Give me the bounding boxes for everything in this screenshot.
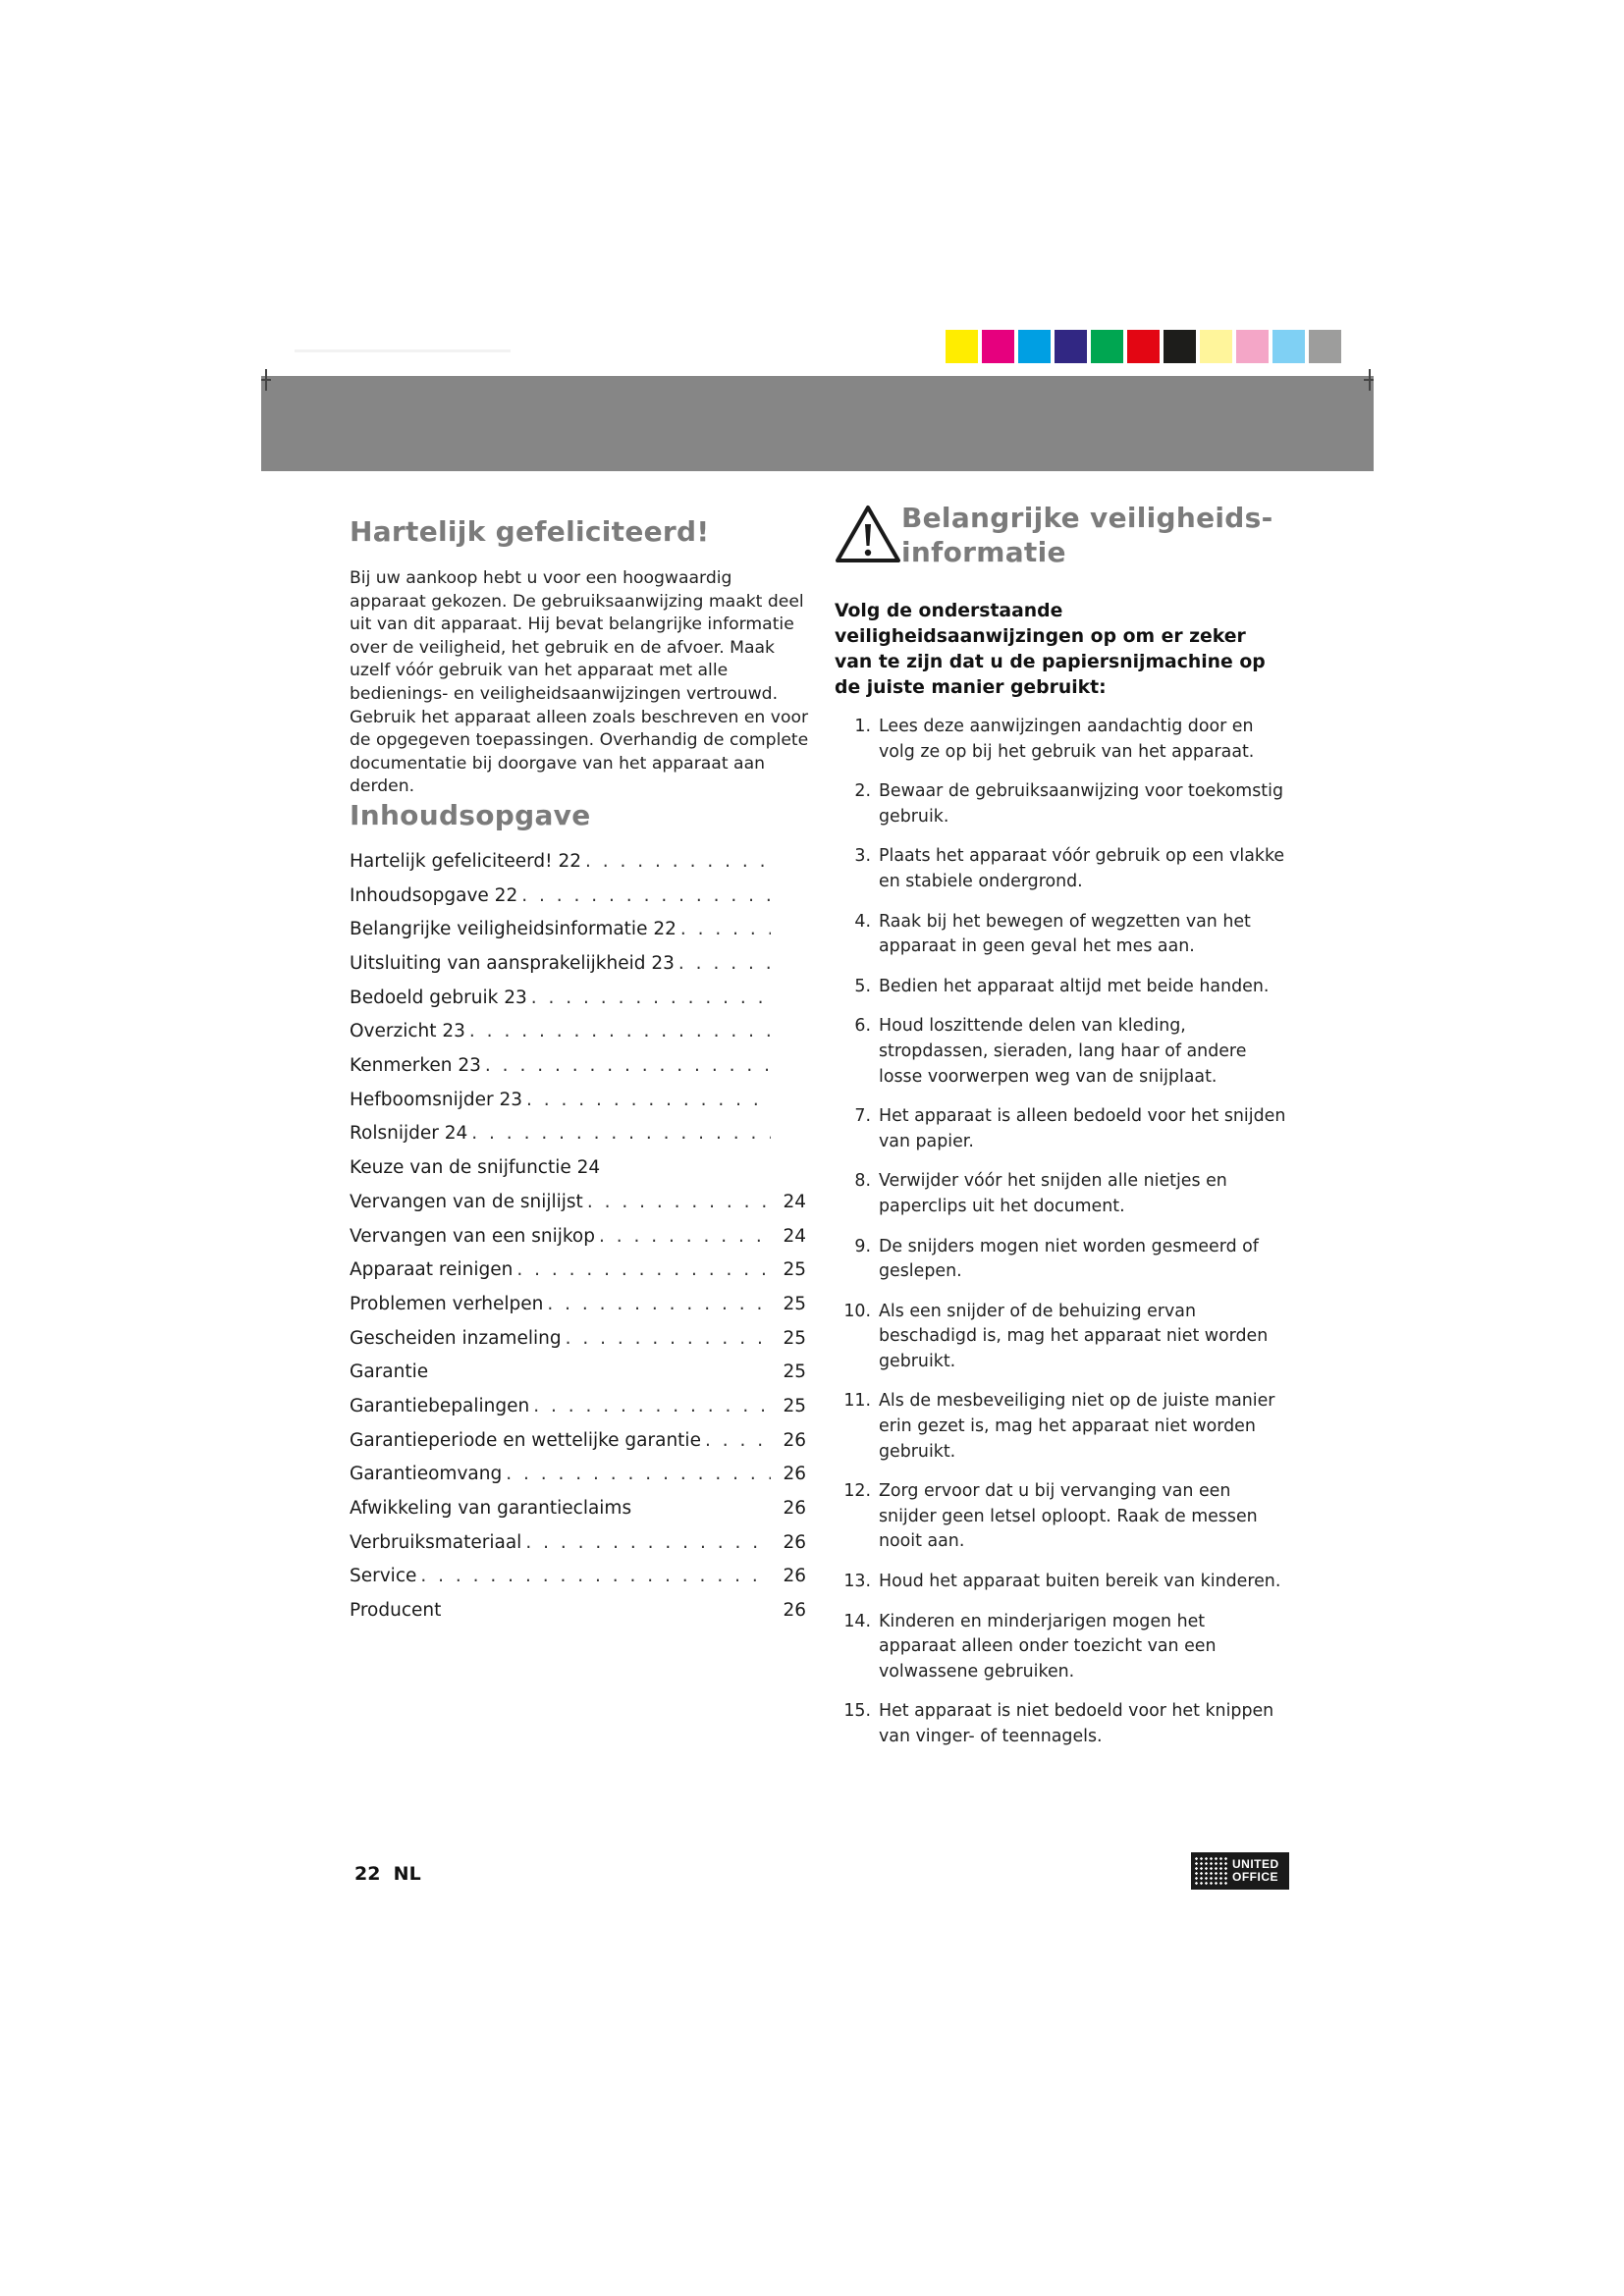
logo-dot-grid: [1194, 1856, 1227, 1886]
safety-rule: [835, 1014, 1286, 1090]
safety-rule: [835, 844, 1286, 894]
toc-entry-label: Overzicht 23: [350, 1021, 465, 1042]
color-swatch: [1127, 330, 1160, 363]
safety-rule-number: 15.: [843, 1701, 871, 1722]
safety-rule-number: 5.: [854, 976, 871, 996]
toc-entry-label: Keuze van de snijfunctie 24: [350, 1157, 601, 1179]
toc-entry-label: Rolsnijder 24: [350, 1123, 468, 1145]
toc-entry: [350, 1328, 806, 1362]
safety-heading-line2: informatie: [901, 536, 1066, 568]
toc-leader-dots: [525, 1532, 771, 1553]
safety-rule-text: Bedien het apparaat altijd met beide handen.: [879, 976, 1270, 996]
color-swatch: [1018, 330, 1051, 363]
logo-line-1: UNITED: [1232, 1857, 1279, 1871]
safety-rule-text: Raak bij het bewegen of wegzetten van het apparaat in geen geval het mes aan.: [879, 911, 1251, 957]
table-of-contents: [350, 851, 806, 1634]
toc-entry: [350, 1600, 806, 1634]
page-number: 22 NL: [354, 1863, 421, 1885]
registration-mark-right-h: [1364, 379, 1374, 381]
toc-entry-page: 25: [783, 1293, 806, 1314]
safety-rule-number: 9.: [854, 1236, 871, 1256]
safety-rule-number: 8.: [854, 1171, 871, 1192]
logo-text: [1232, 1858, 1279, 1884]
toc-leader-dots: [516, 1259, 771, 1280]
toc-leader-dots: [599, 1226, 771, 1247]
toc-entry-page: 24: [783, 1191, 806, 1212]
toc-leader-dots: [526, 1090, 771, 1110]
color-registration-bar: [946, 330, 1345, 363]
toc-leader-dots: [521, 885, 771, 906]
color-swatch: [1272, 330, 1305, 363]
safety-rule-text: Verwijder vóór het snijden alle nietjes en paperclips uit het document.: [879, 1171, 1227, 1216]
toc-entry-page: 26: [783, 1429, 806, 1451]
safety-rules-list: [835, 715, 1286, 1750]
toc-entry: [350, 1157, 806, 1192]
toc-entry: [350, 851, 806, 885]
toc-entry-label: Verbruiksmateriaal: [350, 1531, 522, 1553]
toc-entry-label: Hefboomsnijder 23: [350, 1089, 523, 1110]
safety-rule-text: Lees deze aanwijzingen aandachtig door en volg ze op bij het gebruik van het apparaat.: [879, 717, 1255, 762]
toc-entry-page: 25: [783, 1327, 806, 1349]
toc-leader-dots: [705, 1430, 771, 1451]
toc-entry-label: Inhoudsopgave 22: [350, 884, 518, 906]
toc-entry-page: 26: [783, 1464, 806, 1485]
toc-leader-dots: [485, 1055, 771, 1076]
toc-entry-label: Uitsluiting van aansprakelijkheid 23: [350, 953, 675, 974]
toc-entry-label: Garantiebepalingen: [350, 1395, 530, 1416]
safety-rule-text: Het apparaat is niet bedoeld voor het knippen van vinger- of teennagels.: [879, 1701, 1274, 1746]
safety-rule-number: 3.: [854, 846, 871, 867]
faint-line: [295, 349, 511, 352]
toc-entry: [350, 1396, 806, 1430]
right-column: [835, 501, 1286, 1765]
toc-entry-label: Kenmerken 23: [350, 1055, 481, 1077]
safety-rule-text: Houd het apparaat buiten bereik van kinderen.: [879, 1572, 1281, 1592]
safety-rule: [835, 1169, 1286, 1219]
toc-entry: [350, 1090, 806, 1124]
color-swatch: [1164, 330, 1196, 363]
safety-rule-text: Zorg ervoor dat u bij vervanging van een snijder geen letsel oploopt. Raak de messen nooit aan.: [879, 1481, 1258, 1552]
safety-rule: [835, 1389, 1286, 1465]
color-swatch: [1236, 330, 1269, 363]
safety-rule-number: 1.: [854, 717, 871, 736]
safety-rule: [835, 1104, 1286, 1154]
safety-rule-text: Als een snijder of de behuizing ervan beschadigd is, mag het apparaat niet worden gebruikt.: [879, 1301, 1269, 1371]
toc-entry: [350, 988, 806, 1022]
toc-leader-dots: [420, 1566, 771, 1586]
toc-entry: [350, 1226, 806, 1260]
safety-rule-number: 6.: [854, 1016, 871, 1037]
safety-rule-number: 11.: [843, 1391, 871, 1412]
toc-entry-label: Vervangen van de snijlijst: [350, 1191, 583, 1212]
toc-entry: [350, 1430, 806, 1465]
toc-entry: [350, 1259, 806, 1294]
safety-rule: [835, 715, 1286, 765]
toc-entry: [350, 1566, 806, 1600]
safety-rule: [835, 1300, 1286, 1375]
safety-rule-text: Bewaar de gebruiksaanwijzing voor toekomstig gebruik.: [879, 781, 1283, 827]
toc-entry-label: Gescheiden inzameling: [350, 1327, 562, 1349]
safety-rule-text: Plaats het apparaat vóór gebruik op een vlakke en stabiele ondergrond.: [879, 846, 1285, 891]
toc-entry-page: 25: [783, 1259, 806, 1281]
color-swatch: [946, 330, 978, 363]
header-band: [261, 376, 1374, 471]
left-column: [350, 515, 811, 1634]
toc-entry: [350, 1192, 806, 1226]
toc-entry-label: Afwikkeling van garantieclaims: [350, 1498, 632, 1519]
toc-entry-label: Garantieperiode en wettelijke garantie: [350, 1429, 701, 1451]
toc-entry-page: 25: [783, 1395, 806, 1416]
toc-leader-dots: [547, 1294, 771, 1314]
safety-rule-number: 10.: [843, 1301, 871, 1321]
color-swatch: [1091, 330, 1123, 363]
safety-rule: [835, 1479, 1286, 1555]
safety-rule-text: Het apparaat is alleen bedoeld voor het snijden van papier.: [879, 1106, 1286, 1151]
toc-entry: [350, 885, 806, 920]
toc-heading: Inhoudsopgave: [350, 798, 591, 831]
toc-leader-dots: [533, 1396, 771, 1416]
safety-rule: [835, 779, 1286, 829]
toc-entry: [350, 1021, 806, 1055]
toc-entry-label: Hartelijk gefeliciteerd! 22: [350, 850, 581, 872]
toc-entry-label: Bedoeld gebruik 23: [350, 987, 527, 1008]
safety-heading-line1: Belangrijke veiligheids-: [901, 502, 1273, 534]
toc-entry: [350, 1362, 806, 1396]
toc-entry-label: Apparaat reinigen: [350, 1259, 514, 1281]
toc-entry: [350, 1464, 806, 1498]
safety-rule-number: 4.: [854, 911, 871, 932]
toc-entry-label: Problemen verhelpen: [350, 1293, 544, 1314]
safety-rule-text: Kinderen en minderjarigen mogen het apparaat alleen onder toezicht van een volwassene gebruiken.: [879, 1611, 1217, 1682]
safety-heading: [901, 501, 1273, 569]
safety-rule-number: 13.: [843, 1572, 871, 1592]
toc-entry: [350, 1123, 806, 1157]
toc-leader-dots: [471, 1123, 771, 1144]
safety-rule: [835, 975, 1286, 1000]
toc-entry-label: Service: [350, 1566, 417, 1587]
safety-rule: [835, 1570, 1286, 1595]
toc-entry: [350, 1294, 806, 1328]
safety-rule-text: De snijders mogen niet worden gesmeerd of geslepen.: [879, 1236, 1259, 1282]
toc-leader-dots: [680, 919, 771, 939]
toc-leader-dots: [531, 988, 771, 1008]
color-swatch: [1055, 330, 1087, 363]
toc-entry-page: 26: [783, 1531, 806, 1553]
warning-triangle-icon: [835, 505, 901, 563]
toc-entry-page: 26: [783, 1600, 806, 1622]
toc-entry-page: 24: [783, 1225, 806, 1247]
toc-entry: [350, 1498, 806, 1532]
toc-entry: [350, 1532, 806, 1567]
safety-lead: Volg de onderstaande veiligheidsaanwijzingen op om er zeker van te zijn dat u de papiersnijmachine op de juiste manier gebruikt:: [835, 601, 1266, 698]
safety-rule-text: Houd loszittende delen van kleding, stropdassen, sieraden, lang haar of andere losse voorwerpen weg van de snijplaat.: [879, 1016, 1247, 1087]
registration-mark-left-h: [261, 379, 271, 381]
united-office-logo: [1191, 1852, 1289, 1890]
safety-rule-number: 12.: [843, 1481, 871, 1502]
toc-entry: [350, 1055, 806, 1090]
safety-rule-number: 14.: [843, 1611, 871, 1631]
safety-rule-number: 7.: [854, 1106, 871, 1127]
toc-entry: [350, 953, 806, 988]
toc-leader-dots: [566, 1328, 771, 1349]
toc-leader-dots: [506, 1464, 771, 1484]
color-swatch: [1200, 330, 1232, 363]
toc-entry-label: Garantie: [350, 1362, 429, 1383]
toc-entry: [350, 919, 806, 953]
safety-rule: [835, 1235, 1286, 1285]
toc-entry-page: 26: [783, 1498, 806, 1519]
toc-entry-label: Producent: [350, 1600, 442, 1622]
toc-leader-dots: [678, 953, 771, 974]
congrats-heading: Hartelijk gefeliciteerd!: [350, 515, 710, 548]
toc-entry-label: Vervangen van een snijkop: [350, 1225, 595, 1247]
toc-entry-label: Garantieomvang: [350, 1464, 503, 1485]
toc-entry-page: 25: [783, 1362, 806, 1383]
safety-rule-text: Als de mesbeveiliging niet op de juiste manier erin gezet is, mag het apparaat niet worden gebruikt.: [879, 1391, 1275, 1462]
toc-leader-dots: [587, 1192, 771, 1212]
toc-leader-dots: [469, 1021, 771, 1041]
toc-entry-page: 26: [783, 1566, 806, 1587]
logo-line-2: OFFICE: [1232, 1870, 1278, 1884]
color-swatch: [982, 330, 1014, 363]
intro-paragraph: Bij uw aankoop hebt u voor een hoogwaardig apparaat gekozen. De gebruiksaanwijzing maakt deel uit van dit apparaat. Hij bevat belangrijke informatie over de veiligheid, het gebruik en de afvoer. Maak uzelf vóór gebruik van het apparaat met alle bedienings- en veiligheidsaanwijzingen vertrouwd. Gebruik het apparaat alleen zoals beschreven en voor de opgegeven toepassingen. Overhandig de complete documentatie bij doorgave van het apparaat aan derden.: [350, 568, 809, 797]
safety-rule-number: 2.: [854, 781, 871, 802]
toc-entry-label: Belangrijke veiligheidsinformatie 22: [350, 919, 677, 940]
safety-rule: [835, 1699, 1286, 1749]
color-swatch: [1309, 330, 1341, 363]
safety-rule: [835, 910, 1286, 960]
toc-leader-dots: [585, 851, 771, 872]
safety-rule: [835, 1610, 1286, 1685]
safety-header: [835, 501, 1286, 569]
